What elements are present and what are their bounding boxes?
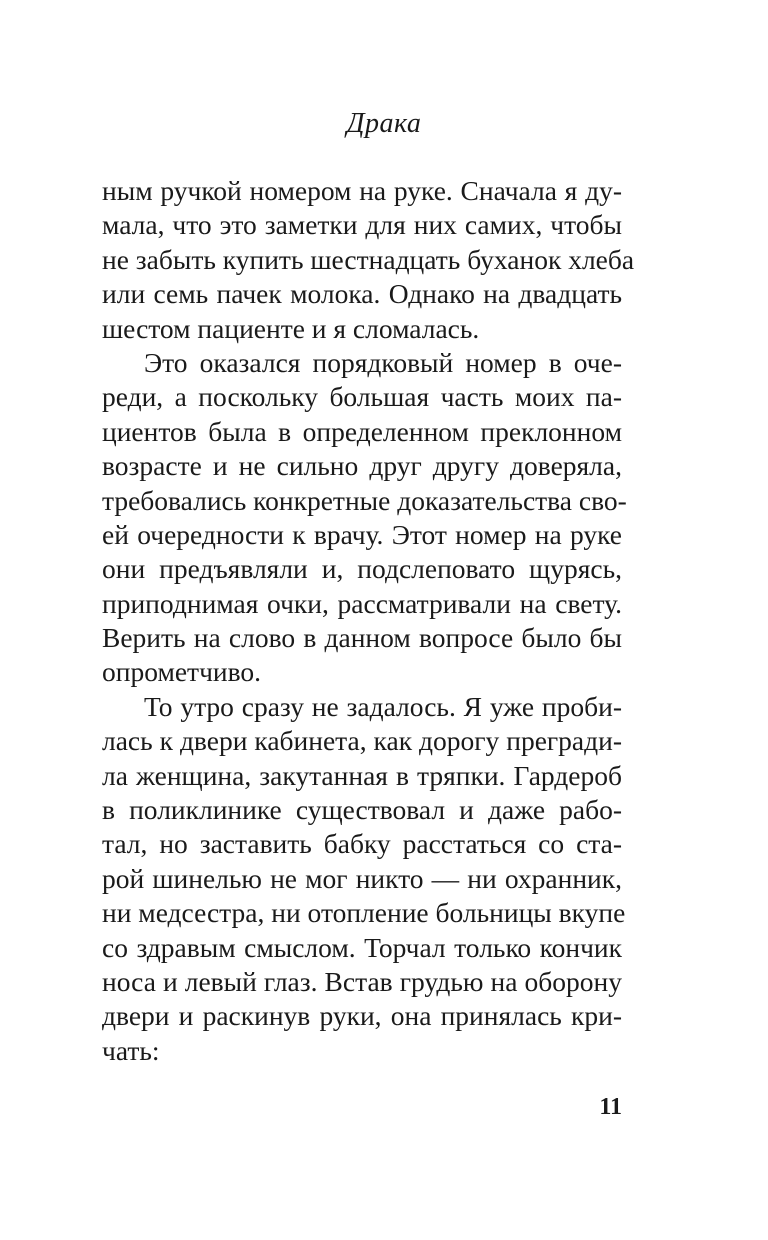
- text-line: или семь пачек молока. Однако на двадцать: [102, 278, 622, 310]
- text-line: носа и левый глаз. Встав грудью на оборону: [102, 965, 622, 997]
- text-line: приподнимая очки, рассматривали на свету.: [102, 587, 622, 619]
- text-line: чать:: [102, 1034, 160, 1066]
- text-line: шестом пациенте и я сломалась.: [102, 312, 480, 344]
- text-line: ни медсестра, ни отопление больницы вкупе: [102, 897, 626, 929]
- text-line: они предъявляли и, подслеповато щурясь,: [102, 553, 622, 585]
- text-line: опрометчиво.: [102, 656, 262, 688]
- paragraph: [102, 346, 627, 690]
- text-line: тал, но заставить бабку расстаться со ста-: [102, 828, 622, 860]
- text-line: возрасте и не сильно друг другу доверяла,: [102, 450, 622, 482]
- text-line: Верить на слово в данном вопросе было бы: [102, 622, 622, 654]
- body-text: [102, 174, 635, 1068]
- text-line: требовались конкретные доказательства сво-: [102, 484, 627, 516]
- text-line: ей очередности к врачу. Этот номер на руке: [102, 518, 622, 550]
- text-line: мала, что это заметки для них самих, чтобы: [102, 209, 622, 241]
- text-line: двери и раскинув руки, она принялась кри-: [102, 1000, 622, 1032]
- paragraph: [102, 690, 626, 1068]
- page-number: 11: [599, 1094, 622, 1120]
- text-line: в поликлинике существовал и даже рабо-: [102, 794, 622, 826]
- text-line: То утро сразу не задалось. Я уже проби-: [144, 690, 622, 722]
- text-line: Это оказался порядковый номер в оче-: [144, 346, 622, 378]
- text-line: рой шинелью не мог никто — ни охранник,: [102, 862, 622, 894]
- text-line: ла женщина, закутанная в тряпки. Гардероб: [102, 759, 622, 791]
- text-line: со здравым смыслом. Торчал только кончик: [102, 931, 622, 963]
- text-line: ным ручкой номером на руке. Сначала я ду-: [102, 175, 622, 206]
- running-head: Драка: [346, 108, 422, 139]
- text-line: лась к двери кабинета, как дорогу прегради-: [102, 725, 622, 757]
- text-line: циентов была в определенном преклонном: [102, 415, 622, 447]
- text-line: реди, а поскольку большая часть моих па-: [102, 381, 622, 413]
- text-line: не забыть купить шестнадцать буханок хлеба: [102, 243, 635, 275]
- paragraph: [102, 174, 635, 346]
